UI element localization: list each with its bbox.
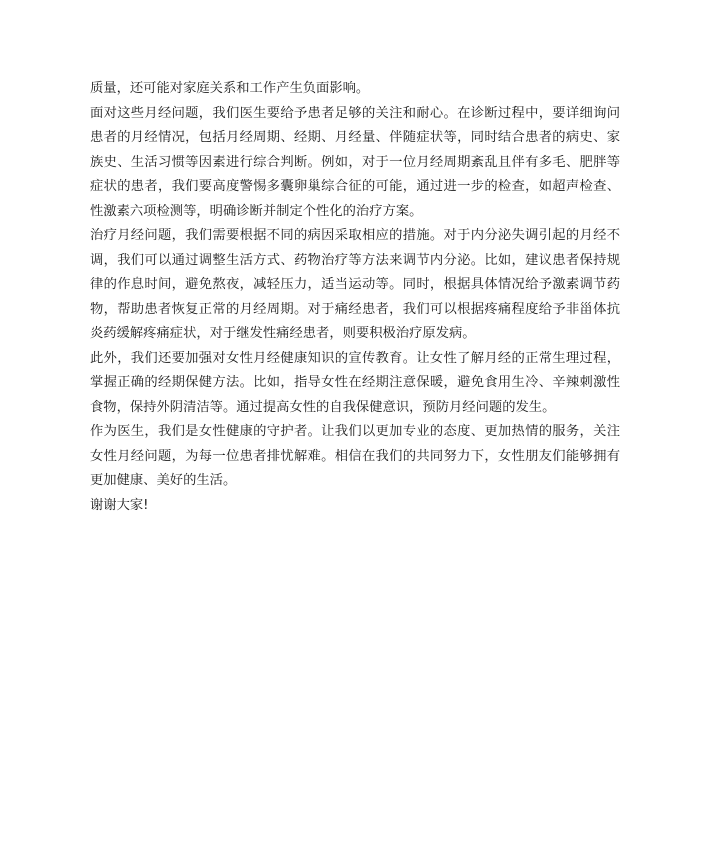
- paragraph-4: 此外，我们还要加强对女性月经健康知识的宣传教育。让女性了解月经的正常生理过程，掌握正确的经期保健方法。比如，指导女性在经期注意保暖，避免食用生冷、辛辣刺激性食物，保持外阴清洁等。通过提高女性的自我保健意识，预防月经问题的发生。: [90, 350, 620, 415]
- paragraph-3: 治疗月经问题，我们需要根据不同的病因采取相应的措施。对于内分泌失调引起的月经不调，我们可以通过调整生活方式、药物治疗等方法来调节内分泌。比如，建议患者保持规律的作息时间，避免熬夜，减轻压力，适当运动等。同时，根据具体情况给予激素调节药物，帮助患者恢复正常的月经周期。对于痛经患者，我们可以根据疼痛程度给予非甾体抗炎药缓解疼痛症状，对于继发性痛经患者，则要积极治疗原发病。: [90, 228, 620, 341]
- paragraph-2: 面对这些月经问题，我们医生要给予患者足够的关注和耐心。在诊断过程中，要详细询问患者的月经情况，包括月经周期、经期、月经量、伴随症状等，同时结合患者的病史、家族史、生活习惯等因素进行综合判断。例如，对于一位月经周期紊乱且伴有多毛、肥胖等症状的患者，我们要高度警惕多囊卵巢综合征的可能，通过进一步的检查，如超声检查、性激素六项检测等，明确诊断并制定个性化的治疗方案。: [90, 105, 620, 219]
- closing-line: 谢谢大家!: [90, 497, 149, 513]
- paragraph-5: 作为医生，我们是女性健康的守护者。让我们以更加专业的态度、更加热情的服务，关注女性月经问题，为每一位患者排忧解难。相信在我们的共同努力下，女性朋友们能够拥有更加健康、美好的生活。: [90, 424, 620, 488]
- document-body: [90, 77, 620, 518]
- paragraph-1: 质量，还可能对家庭关系和工作产生负面影响。: [90, 81, 370, 96]
